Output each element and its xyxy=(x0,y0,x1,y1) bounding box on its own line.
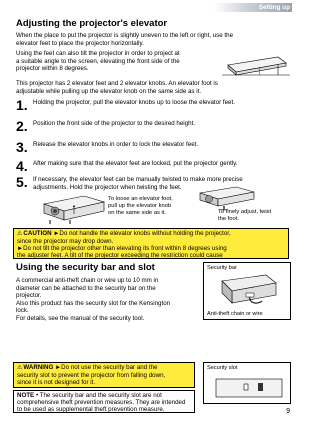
text-line: When the place to put the projector is slightly uneven to the left or right, use the xyxy=(16,32,234,39)
note-box xyxy=(13,390,195,413)
warning-triangle-icon: ⚠ xyxy=(17,231,23,237)
step-text xyxy=(33,99,288,107)
step-3 xyxy=(16,140,288,156)
caption-twist-foot xyxy=(218,209,286,223)
text-line: Also this product has the security slot for the Kensington xyxy=(16,299,171,307)
text-line: This projector has 2 elevator feet and 2 elevator knobs. An elevator foot is xyxy=(16,80,218,87)
step-text xyxy=(33,141,288,149)
step-number: 3. xyxy=(16,139,28,155)
security-slot-figure xyxy=(203,362,291,404)
caution-line: since the projector may drop down. xyxy=(17,238,114,246)
anti-theft-chain-label: Anti-theft chain or wire xyxy=(207,311,263,317)
security-bar-label: Security bar xyxy=(207,265,237,271)
text-line: a suitable angle to the screen, elevating the front side of the xyxy=(16,57,180,65)
warning-line xyxy=(17,364,191,372)
note-line: to be used as supplemental theft prevention measure. xyxy=(17,406,165,414)
warning-triangle-icon: ⚠ xyxy=(17,365,23,371)
text-line: Release the elevator knobs in order to lock the elevator feet. xyxy=(33,141,199,148)
caption-line: To loose an elevator foot, xyxy=(108,196,173,202)
step-text xyxy=(33,120,288,128)
security-slot-illustration xyxy=(214,375,284,401)
security-bar-illustration xyxy=(218,273,280,307)
projector-knob-illustration xyxy=(40,190,108,226)
step-number: 5. xyxy=(16,174,28,190)
caution-line: ►Do not tilt the projector other than elevating its front within 8 degrees using xyxy=(17,245,227,253)
security-slot-label: Security slot xyxy=(207,365,238,371)
text-line: adjustable while pulling up the elevator knob on the same side as it. xyxy=(16,87,202,95)
caution-line: the adjuster feet. A tilt of the projector exceeding the restriction could cause xyxy=(17,252,223,260)
text-line: adjustments. Hold the projector when twisting the feet. xyxy=(33,183,182,191)
adjust-paragraph xyxy=(16,80,288,95)
text-line: elevator feet to place the projector horizontally. xyxy=(16,39,144,47)
text-line: lock. xyxy=(16,307,29,315)
note-line xyxy=(17,392,191,399)
text-line: For details, see the manual of the security tool. xyxy=(16,314,145,322)
tilted-projector-illustration xyxy=(220,49,292,79)
security-bar-figure xyxy=(203,262,291,320)
caution-box xyxy=(13,228,289,259)
text-line: If necessary, the elevator feet can be manually twisted to make more precise xyxy=(33,176,243,183)
text-line: Position the front side of the projector to the desired height. xyxy=(33,120,196,127)
caption-line: on the same side as it. xyxy=(108,210,167,216)
warning-text: ►Do not use the security bar and the xyxy=(55,364,158,371)
text-line: A commercial anti-theft chain or wire up to 10 mm in xyxy=(16,277,159,284)
step-number: 2. xyxy=(16,118,28,134)
page-number: 9 xyxy=(286,408,290,415)
section-title-elevator: Adjusting the projector's elevator xyxy=(16,18,168,29)
header-section-label: Setting up xyxy=(258,4,290,11)
step-text xyxy=(33,160,288,168)
text-line: projector within 8 degrees. xyxy=(16,65,89,73)
text-line: Holding the projector, pull the elevator knobs up to loose the elevator feet. xyxy=(33,99,235,106)
warning-box xyxy=(13,362,195,388)
feet-paragraph xyxy=(16,50,216,73)
step-number: 4. xyxy=(16,158,28,174)
caption-line: To finely adjust, twist xyxy=(218,209,272,215)
step-number: 1. xyxy=(16,97,28,113)
intro-paragraph xyxy=(16,32,288,47)
step-4 xyxy=(16,159,288,175)
caption-line: the foot. xyxy=(218,216,239,222)
caution-title: CAUTION xyxy=(23,230,52,237)
caption-loosen-foot xyxy=(108,196,190,217)
projector-twist-illustration xyxy=(196,183,258,211)
note-text: • The security bar and the security slot are not xyxy=(35,392,162,399)
warning-line: since it is not designed for it. xyxy=(17,379,96,387)
step-2 xyxy=(16,119,288,135)
section-title-security: Using the security bar and slot xyxy=(16,262,155,273)
caption-line: pull up the elevator knob xyxy=(108,203,172,209)
step-1 xyxy=(16,98,288,114)
warning-title: WARNING xyxy=(23,364,54,371)
security-paragraph xyxy=(16,277,196,323)
text-line: diameter can be attached to the security bar on the xyxy=(16,284,156,292)
caution-line xyxy=(17,230,285,238)
text-line: After making sure that the elevator feet are locked, put the projector gently. xyxy=(33,160,238,167)
note-title: NOTE xyxy=(17,392,35,399)
text-line: projector. xyxy=(16,292,42,300)
warning-line: security slot to prevent the projector from falling down, xyxy=(17,372,166,380)
page-header xyxy=(0,0,300,14)
caution-text: ►Do not handle the elevator knobs without holding the projector, xyxy=(53,230,231,237)
note-line: comprehensive theft prevention measures. They are intended xyxy=(17,399,186,407)
text-line: Using the feet can also tilt the projector in order to project at xyxy=(16,50,180,57)
